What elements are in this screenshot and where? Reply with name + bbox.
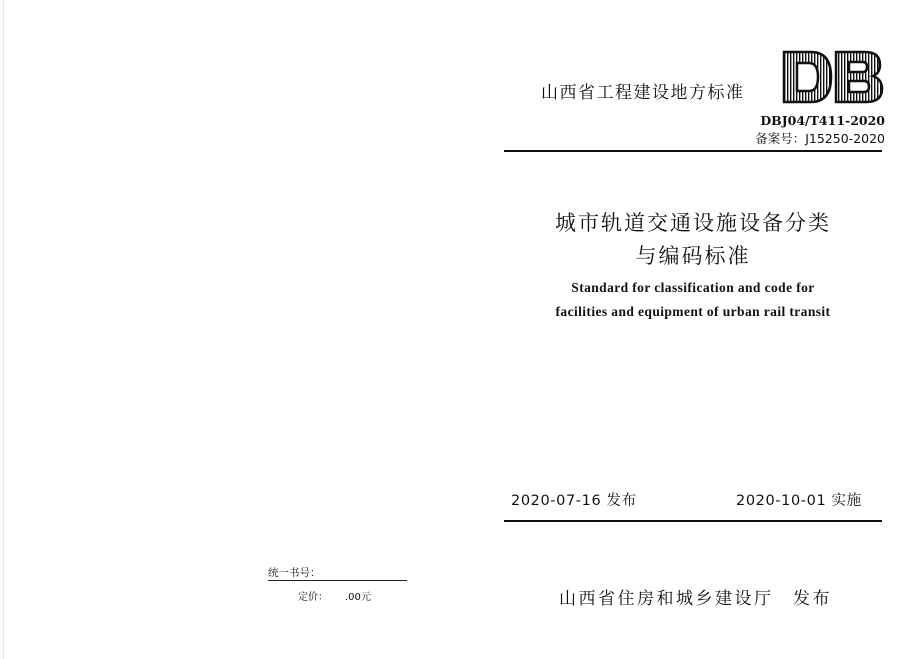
date-divider — [504, 520, 882, 522]
title-cn-line2: 与编码标准 — [635, 244, 751, 268]
title-cn-line1: 城市轨道交通设施设备分类 — [555, 211, 831, 235]
standard-code: DBJ04/T411-2020 — [760, 113, 885, 128]
implement-date: 2020-10-01 实施 — [736, 493, 862, 509]
price-value: .00元 — [345, 592, 371, 603]
title-en-line2: facilities and equipment of urban rail transit — [555, 304, 831, 319]
record-value: J15250-2020 — [805, 131, 885, 146]
series-title: 山西省工程建设地方标准 — [541, 83, 745, 103]
isbn-underline — [268, 580, 407, 581]
page-fold-line — [3, 0, 4, 659]
record-label: 备案号： — [755, 131, 806, 146]
title-en-line1: Standard for classification and code for — [571, 280, 815, 295]
record-number — [755, 129, 885, 147]
top-divider — [504, 150, 882, 152]
isbn-label: 统一书号： — [268, 567, 321, 579]
publisher: 山西省住房和城乡建设厅 发布 — [559, 589, 832, 609]
issue-date: 2020-07-16 发布 — [511, 493, 637, 509]
price-label: 定价： — [298, 592, 328, 603]
db-logo — [781, 50, 885, 104]
